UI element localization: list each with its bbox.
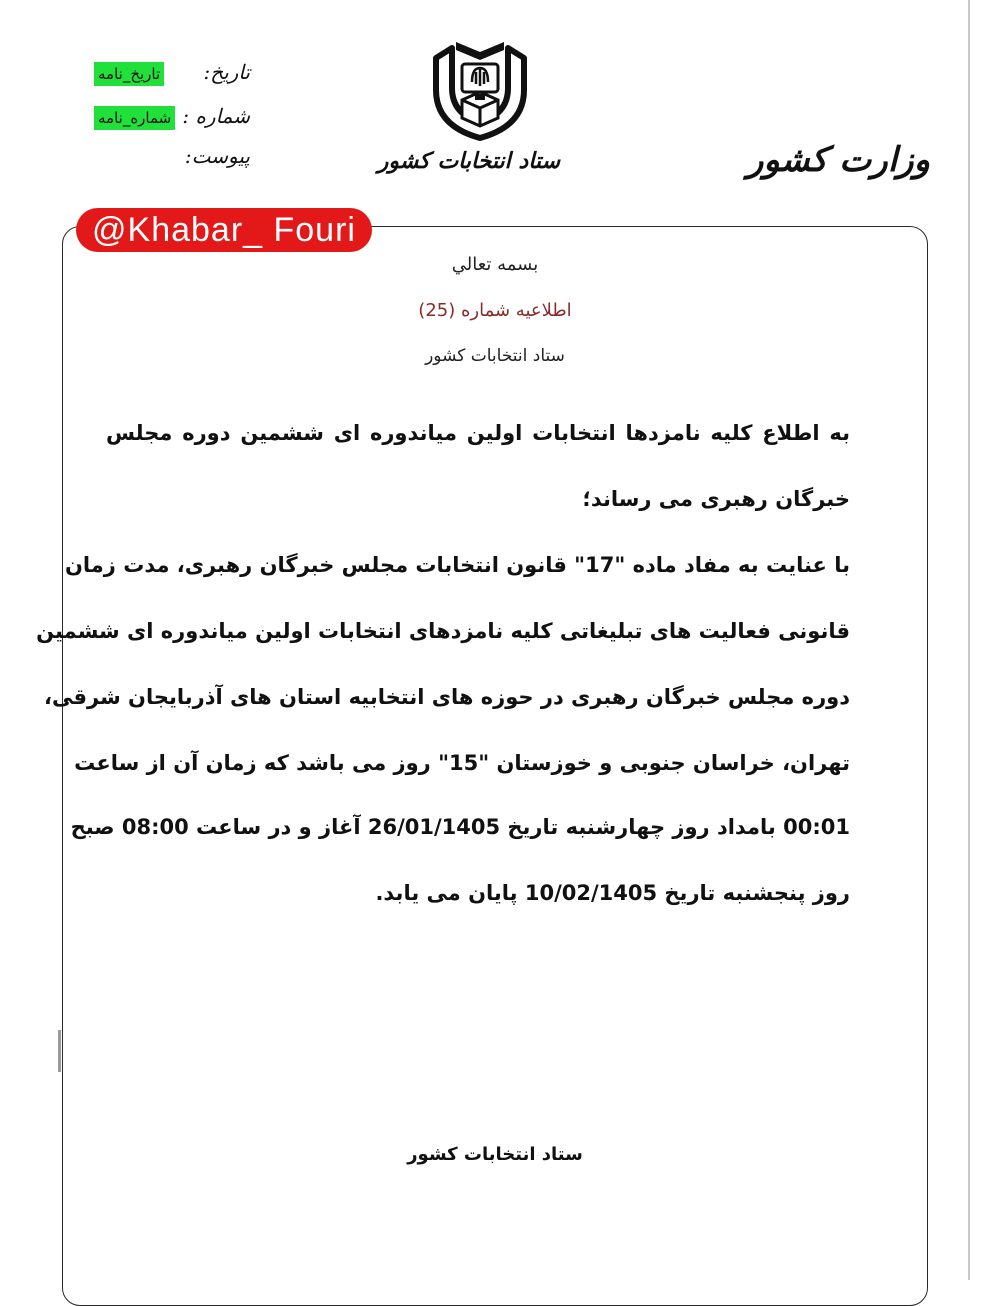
meta-date-row (90, 60, 250, 88)
notice-number: اطلاعيه شماره (25) (418, 300, 572, 321)
meta-number-value: شماره_نامه (94, 106, 175, 130)
page-edge (968, 0, 970, 1280)
paragraph-line: به اطلاع کلیه نامزدها انتخابات اولین میاندوره ای ششمین دوره مجلس (106, 421, 850, 445)
election-hq-emblem-icon (428, 38, 532, 142)
signature: ستاد انتخابات کشور (407, 1144, 583, 1165)
paragraph-line: تهران، خراسان جنوبی و خوزستان "15" روز می باشد که زمان آن از ساعت (74, 751, 850, 775)
meta-date-value: تاریخ_نامه (94, 62, 164, 86)
scroll-mark (58, 1030, 61, 1072)
paragraph-line: دوره مجلس خبرگان رهبری در حوزه های انتخابیه استان های آذربایجان شرقی، (44, 685, 850, 709)
ministry-title: وزارت کشور (746, 140, 930, 180)
meta-attachment-label: پیوست: (184, 144, 250, 168)
paragraph-line: 00:01 بامداد روز چهارشنبه تاریخ 26/01/1405 آغاز و در ساعت 08:00 صبح (70, 815, 850, 839)
paragraph-line: با عنایت به مفاد ماده "17" قانون انتخابات مجلس خبرگان رهبری، مدت زمان (65, 553, 850, 577)
paragraph-line: روز پنجشنبه تاریخ 10/02/1405 پایان می یابد. (375, 881, 850, 905)
hq-caption: ستاد انتخابات کشور (377, 148, 560, 174)
basmala: بسمه تعالي (451, 254, 539, 275)
meta-attachment-row (90, 144, 250, 172)
paragraph-line: خبرگان رهبری می رساند؛ (582, 487, 850, 511)
meta-number-label: شماره : (182, 104, 250, 128)
issuer-line: ستاد انتخابات كشور (425, 346, 565, 366)
meta-number-row (90, 104, 250, 132)
paragraph-line: قانونی فعالیت های تبلیغاتی کلیه نامزدهای انتخابات اولین میاندوره ای ششمین (36, 619, 850, 643)
channel-watermark: @Khabar_ Fouri (76, 208, 372, 252)
meta-date-label: تاریخ: (203, 60, 250, 84)
